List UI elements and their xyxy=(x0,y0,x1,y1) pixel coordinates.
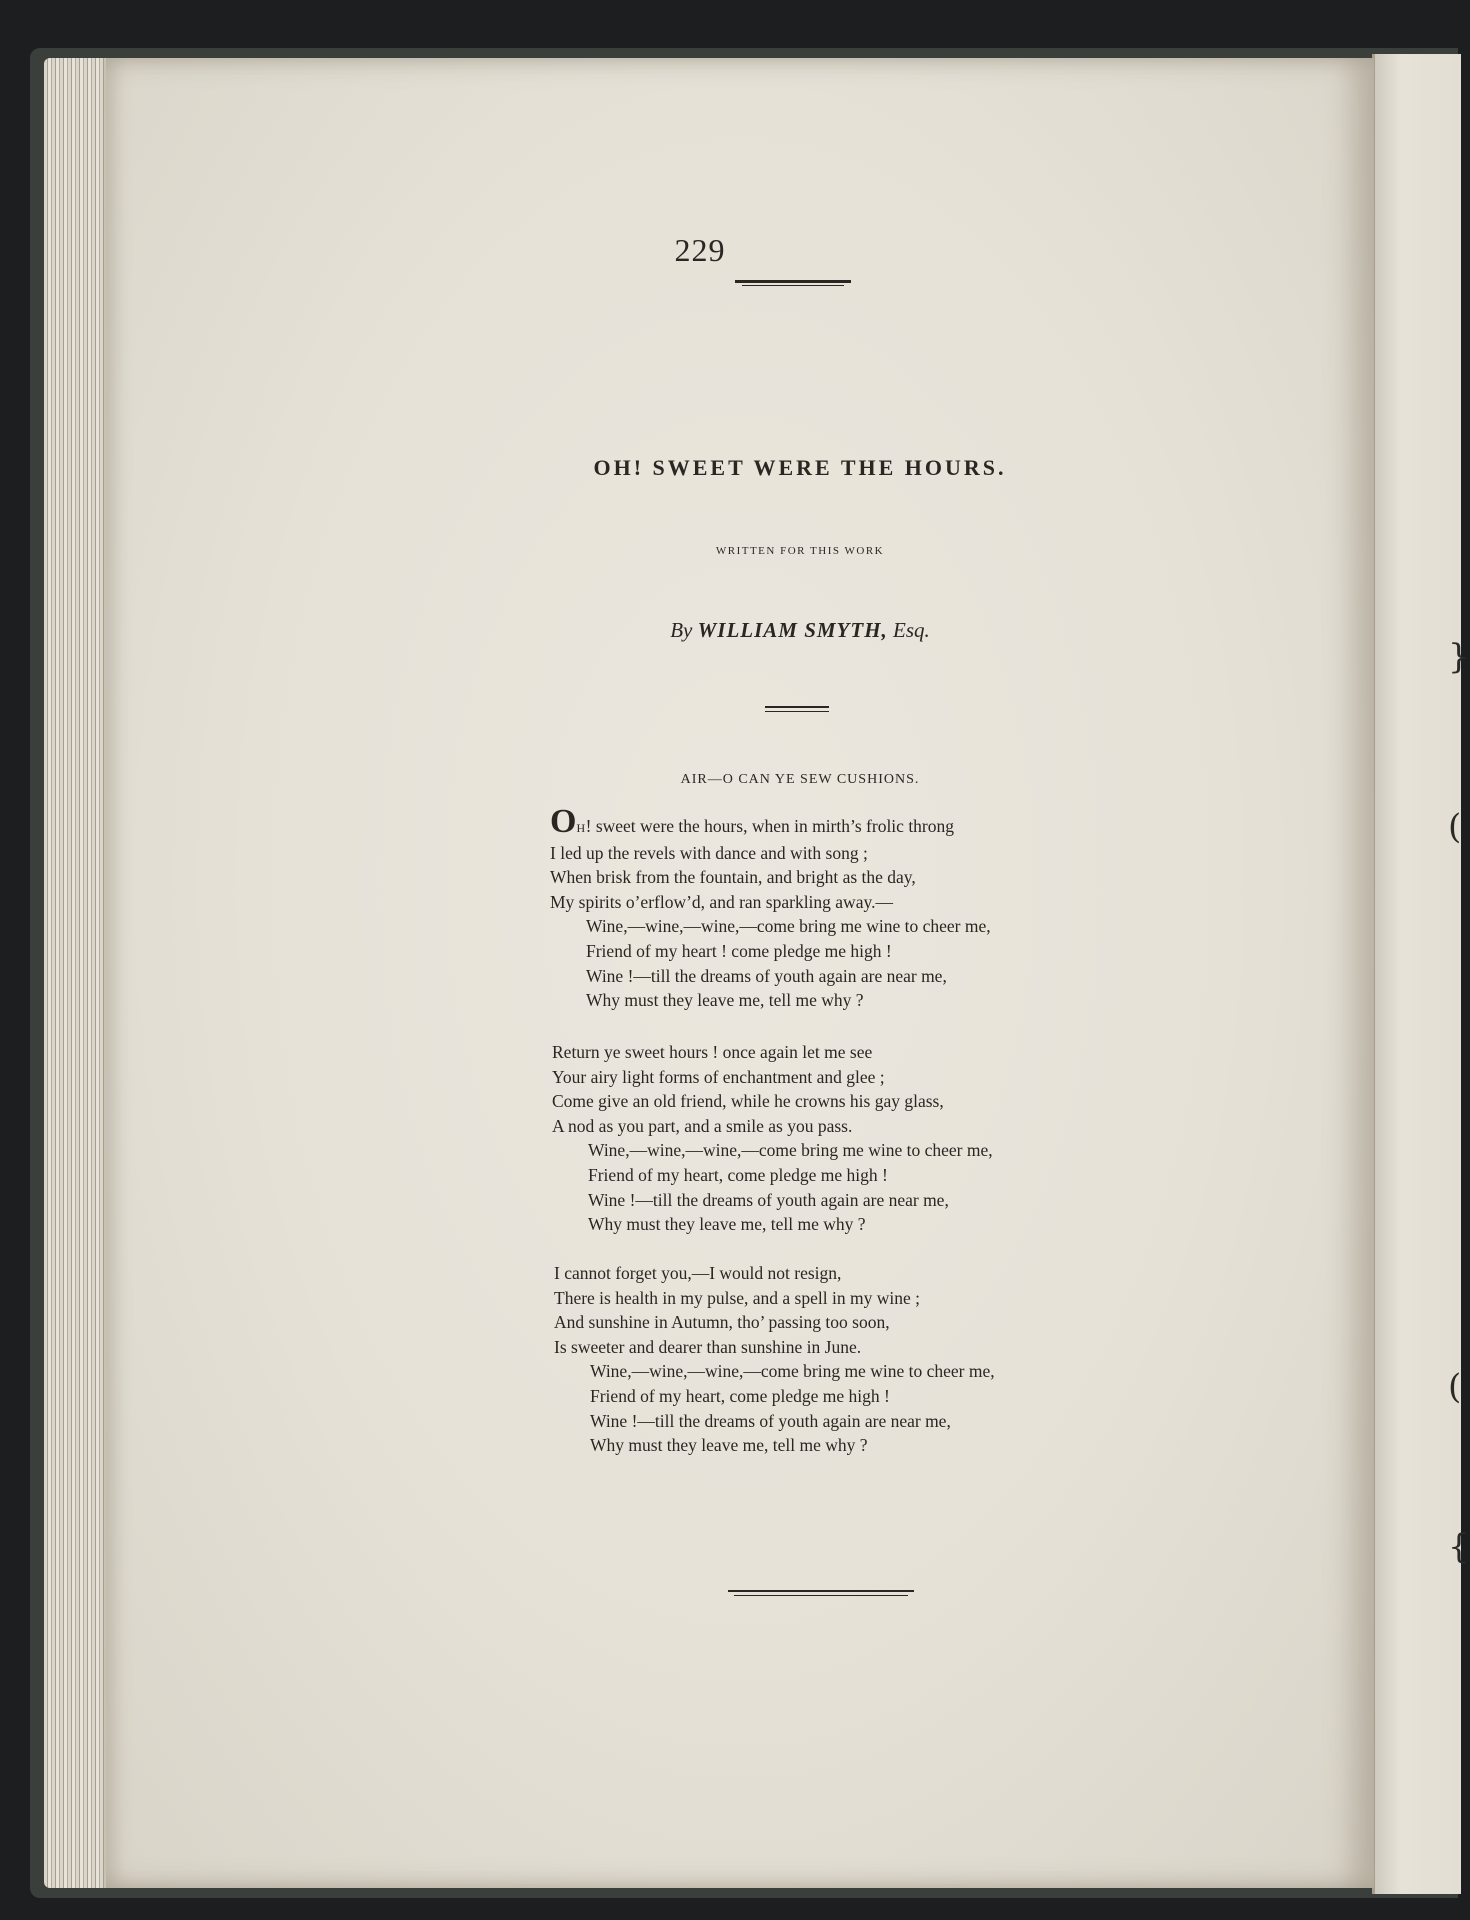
song-subtitle: WRITTEN FOR THIS WORK xyxy=(715,545,885,557)
verse-line: Return ye sweet hours ! once again let me see xyxy=(552,1042,873,1062)
verse-line: Your airy light forms of enchantment and glee ; xyxy=(552,1066,885,1087)
chorus-line: Wine,—wine,—wine,—come bring me wine to cheer me, xyxy=(588,1140,993,1161)
facing-page-brace-mark: ( xyxy=(1448,807,1462,847)
chorus-line: Wine !—till the dreams of youth again are near me, xyxy=(586,965,947,986)
drop-cap: O xyxy=(550,803,577,840)
verse-line: I cannot forget you,—I would not resign, xyxy=(554,1263,842,1283)
verse-line: I led up the revels with dance and with song ; xyxy=(550,842,868,863)
chorus-line: Why must they leave me, tell me why ? xyxy=(590,1435,868,1456)
chorus-line: Wine !—till the dreams of youth again are near me, xyxy=(590,1410,951,1431)
facing-page-brace-mark: } xyxy=(1448,637,1470,677)
chorus-line: Friend of my heart, come pledge me high ! xyxy=(588,1164,888,1185)
chorus-line: Wine !—till the dreams of youth again are near me, xyxy=(588,1189,949,1210)
chorus-line: Friend of my heart, come pledge me high ! xyxy=(590,1385,890,1406)
verse-line: My spirits o’erflow’d, and ran sparkling away.— xyxy=(550,891,893,912)
stanza-1 xyxy=(550,803,991,1013)
section-divider xyxy=(765,706,829,708)
byline-author: WILLIAM SMYTH, xyxy=(697,618,888,642)
facing-page-edge xyxy=(1372,54,1470,1894)
section-divider xyxy=(765,711,829,712)
verse-line: OH! sweet were the hours, when in mirth’s frolic throng xyxy=(550,803,955,840)
verse-line: There is health in my pulse, and a spell in my wine ; xyxy=(554,1287,920,1308)
chorus-line: Why must they leave me, tell me why ? xyxy=(586,990,864,1011)
chorus-line: Wine,—wine,—wine,—come bring me wine to cheer me, xyxy=(586,916,991,937)
verse-line: Is sweeter and dearer than sunshine in June. xyxy=(554,1336,862,1357)
stanza-3 xyxy=(554,1261,995,1458)
verse-line: Come give an old friend, while he crowns his gay glass, xyxy=(552,1091,944,1112)
stanza-2 xyxy=(552,1040,993,1237)
page-number-rule xyxy=(742,285,844,286)
verse-line: And sunshine in Autumn, tho’ passing too soon, xyxy=(554,1312,890,1333)
verse-line: A nod as you part, and a smile as you pass. xyxy=(552,1115,853,1136)
chorus-line: Friend of my heart ! come pledge me high ! xyxy=(586,940,892,961)
byline-prefix: By xyxy=(670,618,693,642)
small-cap: H xyxy=(576,821,586,835)
chorus-line: Wine,—wine,—wine,—come bring me wine to cheer me, xyxy=(590,1361,995,1382)
facing-page-brace-mark: { xyxy=(1448,1527,1470,1567)
chorus-line: Why must they leave me, tell me why ? xyxy=(588,1214,866,1235)
song-title: OH! SWEET WERE THE HOURS. xyxy=(593,455,1007,480)
end-rule xyxy=(734,1595,908,1596)
page-number-rule xyxy=(735,280,851,283)
air-heading: AIR—O CAN YE SEW CUSHIONS. xyxy=(680,772,920,787)
song-byline xyxy=(550,618,1050,643)
facing-page-brace-mark: ( xyxy=(1448,1367,1462,1407)
page-number: 229 xyxy=(674,232,726,268)
verse-line: When brisk from the fountain, and bright as the day, xyxy=(550,867,916,888)
end-rule xyxy=(728,1590,914,1592)
byline-suffix: Esq. xyxy=(893,618,930,642)
